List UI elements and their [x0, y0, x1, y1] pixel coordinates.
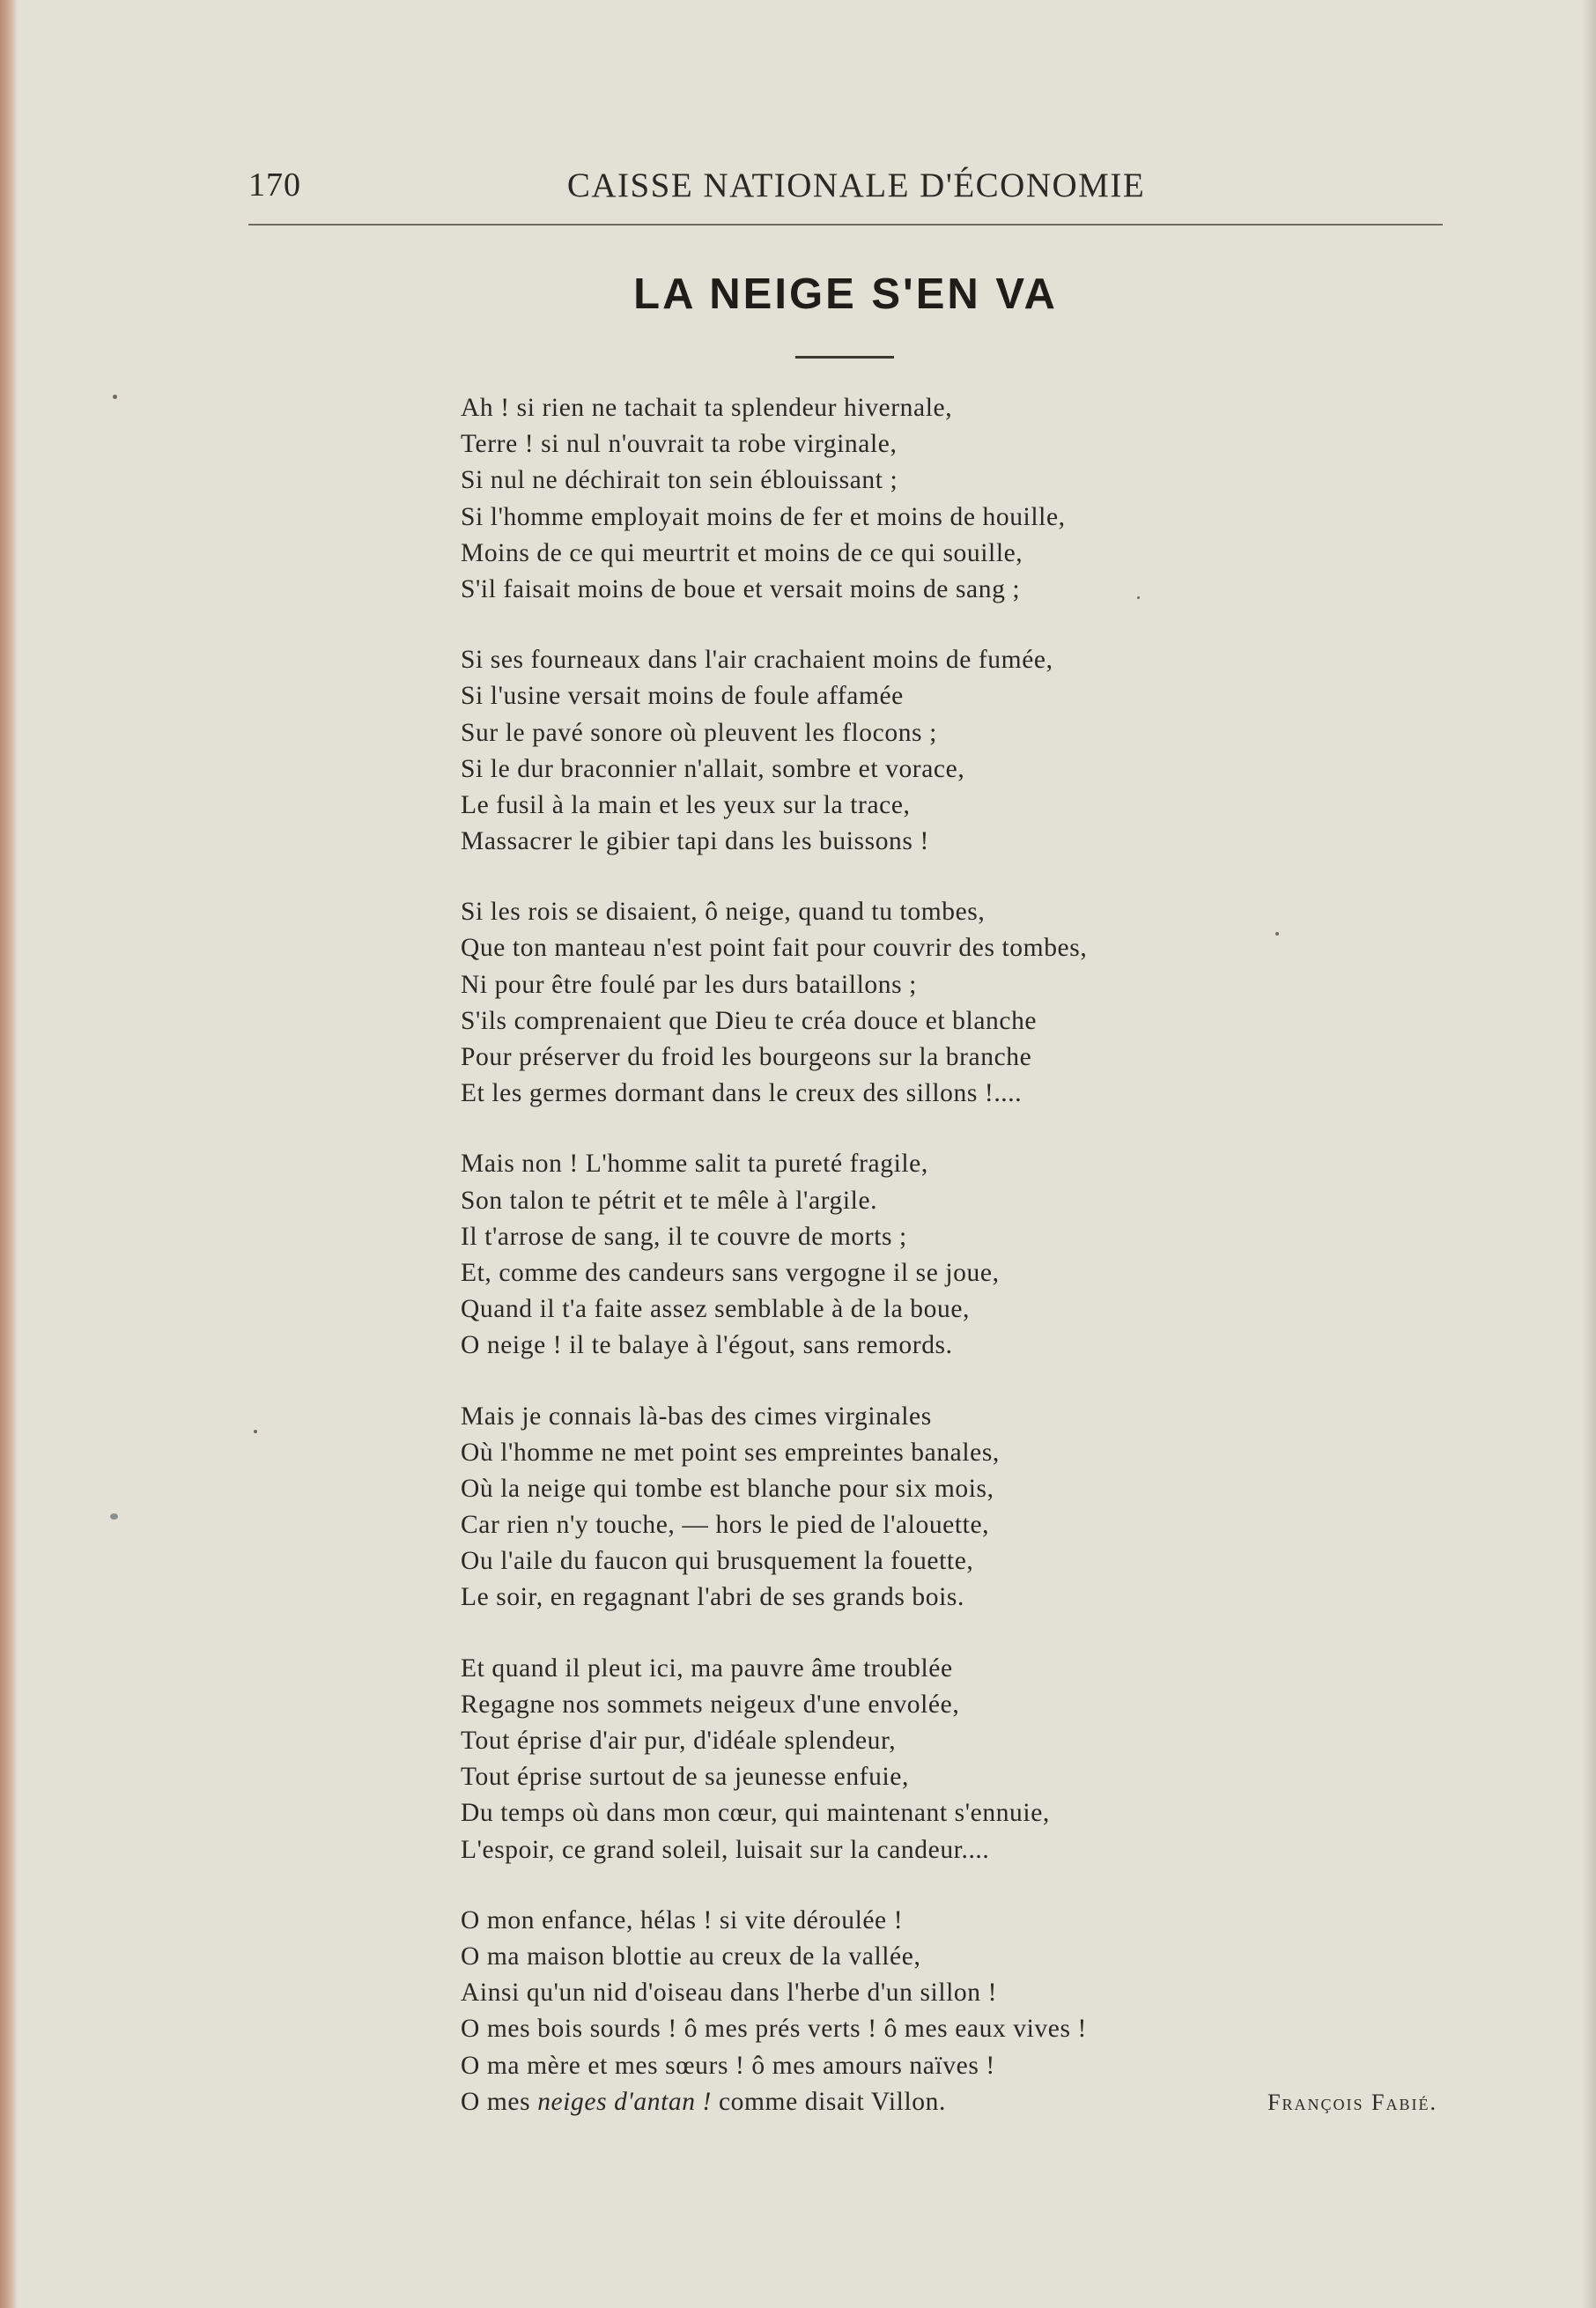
poem-line: Ou l'aile du faucon qui brusquement la fouette,: [461, 1547, 974, 1576]
poem-line: Mais je connais là-bas des cimes virginales: [461, 1402, 932, 1431]
stanza-2: [461, 642, 1253, 860]
running-title: CAISSE NATIONALE D'ÉCONOMIE: [566, 166, 1146, 204]
last-line-italic: neiges d'antan !: [537, 2087, 712, 2116]
poem-line: O neige ! il te balaye à l'égout, sans remords.: [461, 1331, 953, 1360]
poem-line: Où l'homme ne met point ses empreintes banales,: [461, 1438, 1000, 1467]
poem-line: Terre ! si nul n'ouvrait ta robe virginale,: [461, 430, 898, 459]
poem-line: O mes bois sourds ! ô mes prés verts ! ô mes eaux vives !: [461, 2015, 1087, 2044]
poem-line: O mon enfance, hélas ! si vite déroulée !: [461, 1905, 904, 1934]
poem-line: Car rien n'y touche, — hors le pied de l'alouette,: [461, 1511, 990, 1540]
poem-line: Regagne nos sommets neigeux d'une envolée,: [461, 1690, 960, 1719]
page-header: [248, 157, 1443, 227]
poem-line: Il t'arrose de sang, il te couvre de morts ;: [461, 1222, 907, 1251]
poem-line: Du temps où dans mon cœur, qui maintenant s'ennuie,: [461, 1799, 1050, 1828]
poem-line: O ma maison blottie au creux de la vallée,: [461, 1942, 921, 1971]
poem-line: Le fusil à la main et les yeux sur la trace,: [461, 790, 911, 819]
title-rule: [795, 356, 894, 359]
author-signature: François Fabié.: [1267, 2090, 1437, 2115]
last-line-start: O mes: [461, 2087, 538, 2116]
poem-line: Si l'homme employait moins de fer et moins de houille,: [461, 502, 1066, 531]
poem-line: S'il faisait moins de boue et versait moins de sang ;: [461, 574, 1021, 603]
poem-line: Tout éprise surtout de sa jeunesse enfuie,: [461, 1763, 909, 1792]
poem-line: Si l'usine versait moins de foule affamée: [461, 682, 904, 711]
page-edge-right: [1582, 0, 1596, 2308]
poem-line: Et les germes dormant dans le creux des sillons !....: [461, 1079, 1023, 1108]
paper-speck: [113, 395, 117, 399]
poem-line: Mais non ! L'homme salit ta pureté fragile,: [461, 1150, 928, 1179]
poem-line: Pour préserver du froid les bourgeons sur la branche: [461, 1043, 1032, 1071]
poem-line: Si ses fourneaux dans l'air crachaient moins de fumée,: [461, 646, 1053, 675]
poem-line: Et quand il pleut ici, ma pauvre âme troublée: [461, 1653, 953, 1683]
poem-line: Ainsi qu'un nid d'oiseau dans l'herbe d'un sillon !: [461, 1979, 998, 2008]
poem-line: L'espoir, ce grand soleil, luisait sur la candeur....: [461, 1835, 990, 1864]
poem-line: Et, comme des candeurs sans vergogne il se joue,: [461, 1258, 1000, 1287]
stanza-3: [461, 894, 1253, 1112]
poem-line: Si nul ne déchirait ton sein éblouissant ;: [461, 466, 898, 495]
poem-line: Quand il t'a faite assez semblable à de la boue,: [461, 1295, 971, 1324]
poem-line: Tout éprise d'air pur, d'idéale splendeur,: [461, 1727, 897, 1755]
poem-line: Moins de ce qui meurtrit et moins de ce qui souille,: [461, 538, 1023, 567]
poem-line: Le soir, en regagnant l'abri de ses grands bois.: [461, 1583, 964, 1612]
stanza-5: [461, 1399, 1253, 1616]
poem-line: Ah ! si rien ne tachait ta splendeur hivernale,: [461, 394, 953, 422]
paper-speck: [1137, 596, 1140, 599]
stanza-4: [461, 1146, 1253, 1364]
stanza-7: [461, 1903, 1253, 2120]
paper-speck: [110, 1513, 118, 1520]
page-number: 170: [248, 166, 301, 203]
poem-line: O ma mère et mes sœurs ! ô mes amours naïves !: [461, 2051, 995, 2080]
poem-line-last: [461, 2084, 1253, 2120]
stanza-6: [461, 1651, 1253, 1868]
paper-speck: [1275, 932, 1279, 936]
poem-line: S'ils comprenaient que Dieu te créa douce et blanche: [461, 1006, 1038, 1035]
poem-line: Où la neige qui tombe est blanche pour six mois,: [461, 1474, 994, 1503]
poem-line: Son talon te pétrit et te mêle à l'argile.: [461, 1186, 878, 1215]
poem-line: Si le dur braconnier n'allait, sombre et vorace,: [461, 754, 965, 783]
paper-speck: [254, 1430, 257, 1433]
poem-line: Ni pour être foulé par les durs bataillons ;: [461, 970, 917, 999]
poem-body: [461, 390, 1253, 2155]
header-rule: [248, 224, 1443, 226]
poem-line: Que ton manteau n'est point fait pour couvrir des tombes,: [461, 934, 1088, 963]
poem-line: Sur le pavé sonore où pleuvent les flocons ;: [461, 718, 937, 747]
poem-title: LA NEIGE S'EN VA: [633, 270, 1058, 318]
poem-line: Si les rois se disaient, ô neige, quand tu tombes,: [461, 898, 986, 927]
stanza-1: [461, 390, 1253, 608]
page-edge-left: [0, 0, 18, 2308]
last-line-end: comme disait Villon.: [711, 2087, 946, 2116]
poem-line: Massacrer le gibier tapi dans les buissons !: [461, 827, 929, 856]
